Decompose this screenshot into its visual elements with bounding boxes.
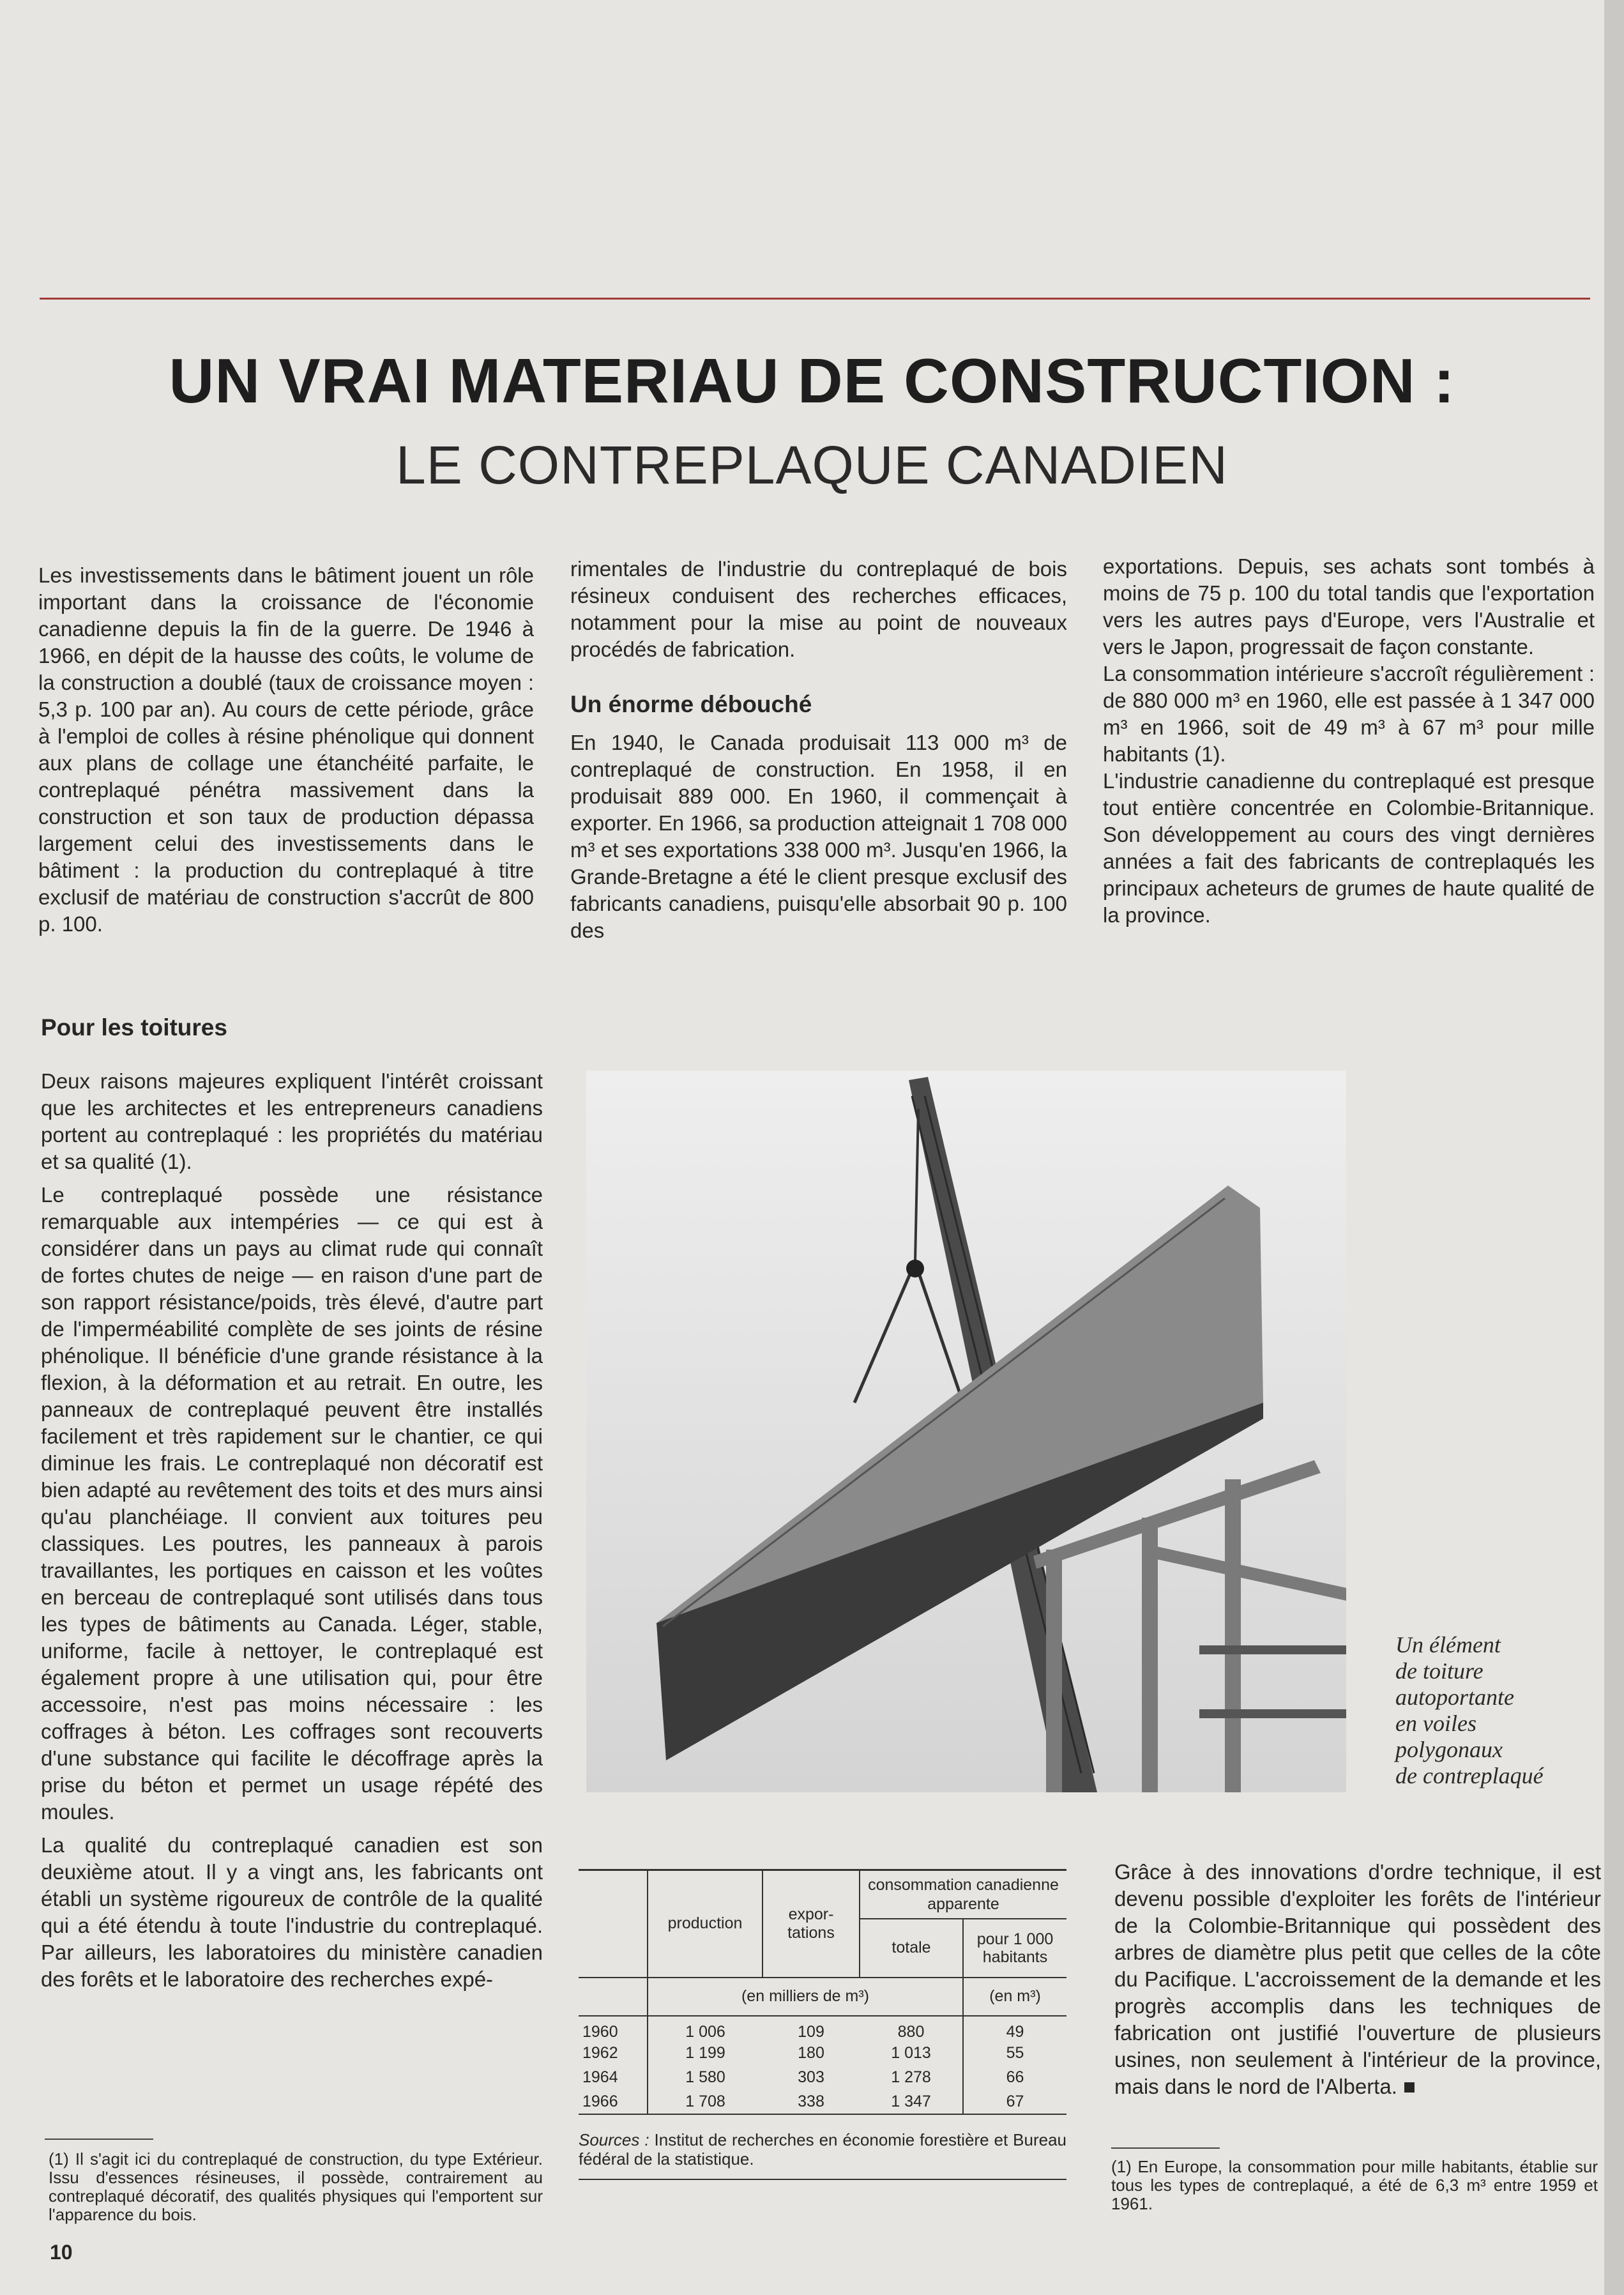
article-title: UN VRAI MATERIAU DE CONSTRUCTION : [169, 346, 1455, 416]
caption-line: autoportante [1395, 1684, 1514, 1710]
photo-caption [1395, 1632, 1600, 1789]
header-consommation: consommation canadienne apparente [860, 1870, 1066, 1919]
header-exportations: expor-tations [763, 1870, 860, 1978]
header-totale: totale [860, 1919, 963, 1978]
footnote-1: (1) Il s'agit ici du contreplaqué de construction, du type Extérieur. Issu d'essences résineuses, il possède, contrairement au contreplaqué décoratif, des qualités physiques qui l'emportent sur l'apparence du bois. [49, 2149, 543, 2224]
column-3-lower [1114, 1859, 1601, 2100]
column-1-intro [38, 562, 534, 938]
caption-line: Un élément [1395, 1632, 1501, 1658]
section-heading-debouche: Un énorme débouché [570, 691, 812, 717]
caption-line: polygonaux [1395, 1737, 1503, 1762]
sources-label: Sources : [579, 2130, 649, 2149]
paragraph: Le contreplaqué possède une résistance remarquable aux intempéries — ce qui est à considérer dans un pays au climat rude qui connaît de fortes chutes de neige — en raison d'une part de son rapport résistance/poids, très élevé, d'autre part de l'imperméabilité complète de ses joints de résine phénolique. Il bénéficie d'une grande résistance à la flexion, à la déformation et au retrait. En outre, les panneaux de contreplaqué peuvent être installés facilement et très rapidement sur le chantier, ce qui diminue les frais. Le contreplaqué non décoratif est bien adapté au revêtement des toits et des murs ainsi qu'au planchéiage. Il convient aux toitures peu classiques. Les poutres, les panneaux à parois travaillantes, les portiques en caisson et les voûtes en berceau de contreplaqué sont utilisés dans tous les types de bâtiments au Canada. Léger, stable, uniforme, facile à nettoyer, le contreplaqué est également propre à une utilisation qui, pour être accessoire, n'est pas moins nécessaire : les coffrages à béton. Les coffrages sont recouverts d'une substance qui facilite le décoffrage après la prise du béton et permet un usage répété des moules. [41, 1183, 543, 1824]
page-number: 10 [50, 2241, 73, 2264]
top-rule [40, 298, 1590, 300]
footnote-rule [45, 2139, 153, 2140]
caption-line: de toiture [1395, 1658, 1484, 1684]
table-row: 1966 1 708 338 1 347 67 [579, 2090, 1066, 2114]
column-3 [1103, 553, 1595, 929]
column-2 [570, 556, 1067, 944]
caption-line: de contreplaqué [1395, 1763, 1544, 1788]
paragraph: La qualité du contreplaqué canadien est son deuxième atout. Il y a vingt ans, les fabricants ont établi un système rigoureux de contrôle de la qualité qui a été étendu à toute l'industrie du contreplaqué. Par ailleurs, les laboratoires du ministère canadien des forêts et le laboratoire des recherches expé- [41, 1833, 543, 1991]
table-row: 1962 1 199 180 1 013 55 [579, 2041, 1066, 2066]
table-bottom-rule [579, 2179, 1066, 2180]
paragraph: exportations. Depuis, ses achats sont tombés à moins de 75 p. 100 du total tandis que l'exportation vers les autres pays d'Europe, vers l'Australie et vers le Japon, progressait de façon constante. [1103, 554, 1595, 659]
crane-illustration [586, 1071, 1346, 1792]
header-production: production [648, 1870, 763, 1978]
paragraph: Deux raisons majeures expliquent l'intérêt croissant que les architectes et les entrepreneurs canadiens portent au contreplaqué : les propriétés du matériau et sa qualité (1). [41, 1069, 543, 1173]
unit-m3: (en m³) [963, 1978, 1066, 2016]
footnote-rule [1111, 2147, 1220, 2149]
footnote-2: (1) En Europe, la consommation pour mille habitants, établie sur tous les types de contreplaqué, a été de 6,3 m³ entre 1959 et 1961. [1111, 2157, 1598, 2213]
header-pour-1000: pour 1 000 habitants [963, 1919, 1066, 1978]
paragraph: L'industrie canadienne du contreplaqué est presque tout entière concentrée en Colombie-Britannique. Son développement au cours des vingt dernières années a fait des fabricants de contreplaqués les principaux acheteurs de grumes de haute qualité de la province. [1103, 769, 1595, 927]
table-sources [579, 2130, 1066, 2169]
paragraph: Les investissements dans le bâtiment jouent un rôle important dans la croissance de l'économie canadienne depuis la fin de la guerre. De 1946 à 1966, en dépit de la hausse des coûts, le volume de la construction a doublé (taux de croissance moyen : 5,3 p. 100 par an). Au cours de cette période, grâce à l'emploi de colles à résine phénolique qui donnent aux plans de collage une étanchéité parfaite, le contreplaqué pénétra massivement dans la construction et son taux de production dépassa largement celui des investissements dans le bâtiment : la production du contreplaqué à titre exclusif de matériau de construction s'accrût de 800 p. 100. [38, 563, 534, 936]
caption-line: en voiles [1395, 1711, 1476, 1736]
table-row: 1964 1 580 303 1 278 66 [579, 2066, 1066, 2090]
section-heading-toitures: Pour les toitures [41, 1014, 227, 1041]
page-edge-shadow [1604, 0, 1624, 2295]
unit-thousands: (en milliers de m³) [648, 1978, 963, 2016]
column-1-body [41, 1014, 543, 1993]
article-subtitle: LE CONTREPLAQUE CANADIEN [396, 435, 1228, 495]
paragraph: Grâce à des innovations d'ordre technique, il est devenu possible d'exploiter les forêts de l'intérieur de la Colombie-Britannique qui possèdent des arbres de diamètre plus petit que celles de la côte du Pacifique. L'accroissement de la demande et les progrès accomplis dans les techniques de fabrication ont justifié l'ouverture de plusieurs usines, non seulement à l'intérieur de la province, mais dans le nord de l'Alberta. ■ [1114, 1860, 1601, 2098]
paragraph: La consommation intérieure s'accroît régulièrement : de 880 000 m³ en 1960, elle est passée à 1 347 000 m³ en 1966, soit de 49 m³ à 67 m³ pour mille habitants (1). [1103, 662, 1595, 766]
photo-roof-element [586, 1071, 1346, 1792]
sources-text: Institut de recherches en économie forestière et Bureau fédéral de la statistique. [579, 2130, 1066, 2169]
table-row: 1960 1 006 109 880 49 [579, 2016, 1066, 2041]
paragraph: En 1940, le Canada produisait 113 000 m³ de contreplaqué de construction. En 1958, il en produisait 889 000. En 1960, il commençait à exporter. En 1966, sa production atteignait 1 708 000 m³ et ses exportations 338 000 m³. Jusqu'en 1966, la Grande-Bretagne a été le client presque exclusif des fabricants canadiens, puisqu'elle absorbait 90 p. 100 des [570, 731, 1067, 942]
production-table [579, 1869, 1066, 2180]
paragraph: rimentales de l'industrie du contreplaqué de bois résineux conduisent des recherches efficaces, notamment pour la mise au point de nouveaux procédés de fabrication. [570, 557, 1067, 661]
